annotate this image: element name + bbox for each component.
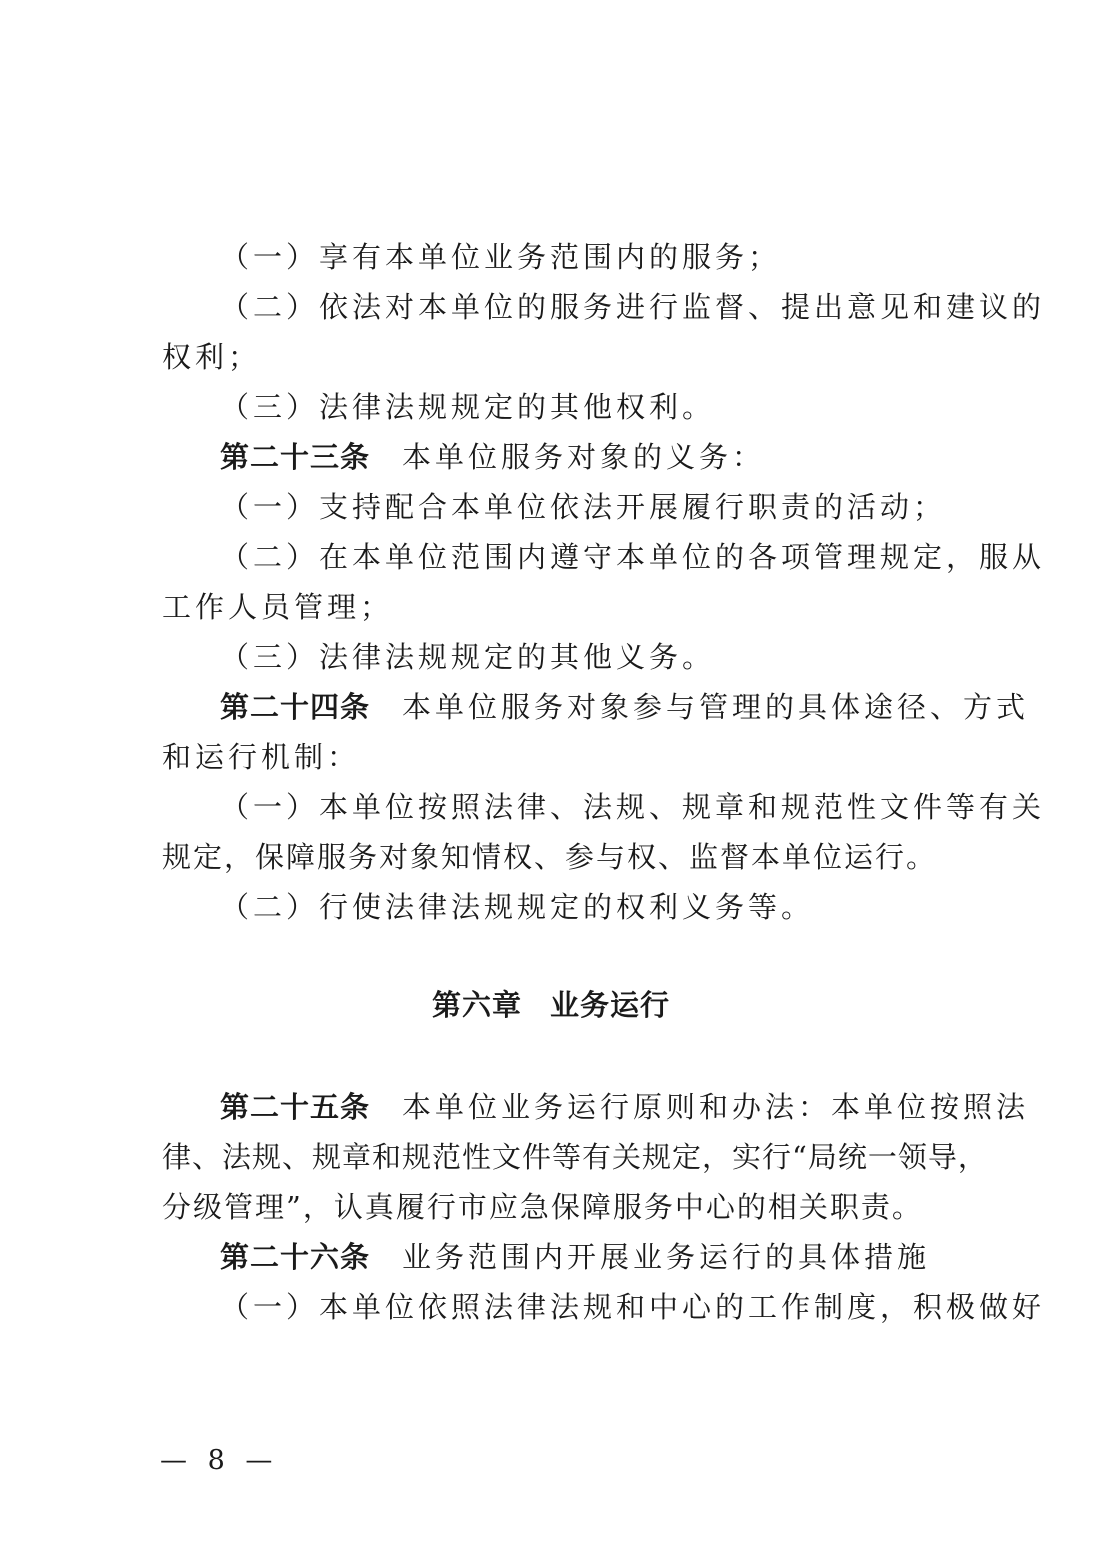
article-25 xyxy=(220,1090,1030,1124)
article-23 xyxy=(220,440,942,474)
text-line: 工作人员管理； xyxy=(162,590,394,624)
text-line: 和运行机制： xyxy=(162,740,361,774)
article-title: 第二十六条 xyxy=(220,1240,371,1274)
article-title: 第二十五条 xyxy=(220,1090,371,1124)
chapter-number: 第六章 xyxy=(431,988,522,1022)
article-24 xyxy=(220,690,1030,724)
article-title: 第二十四条 xyxy=(220,690,371,724)
text-line: 律、法规、规章和规范性文件等有关规定，实行“局统一领导， xyxy=(162,1140,988,1174)
chapter-heading xyxy=(0,988,1102,1022)
text-line: 分级管理”，认真履行市应急保障服务中心的相关职责。 xyxy=(162,1190,923,1224)
text-line: （三）法律法规规定的其他权利。 xyxy=(220,390,716,424)
text-line: （一）享有本单位业务范围内的服务； xyxy=(220,240,782,274)
text-line: （三）法律法规规定的其他义务。 xyxy=(220,640,716,674)
text-line: （二）行使法律法规规定的权利义务等。 xyxy=(220,890,815,924)
text-line: （二）在本单位范围内遵守本单位的各项管理规定，服从 xyxy=(220,540,1046,574)
text-line: （一）支持配合本单位依法开展履行职责的活动； xyxy=(220,490,947,524)
text-line: 规定，保障服务对象知情权、参与权、监督本单位运行。 xyxy=(162,840,938,874)
article-text: 本单位服务对象参与管理的具体途径、方式 xyxy=(402,690,1030,724)
chapter-title: 业务运行 xyxy=(550,988,671,1022)
article-26 xyxy=(220,1240,942,1274)
article-text: 业务范围内开展业务运行的具体措施 xyxy=(402,1240,931,1274)
article-text: 本单位业务运行原则和办法：本单位按照法 xyxy=(402,1090,1030,1124)
article-text: 本单位服务对象的义务： xyxy=(402,440,766,474)
article-title: 第二十三条 xyxy=(220,440,371,474)
text-line: （二）依法对本单位的服务进行监督、提出意见和建议的 xyxy=(220,290,1046,324)
text-line: （一）本单位按照法律、法规、规章和规范性文件等有关 xyxy=(220,790,1046,824)
page-number: — 8 — xyxy=(160,1445,279,1476)
text-line: （一）本单位依照法律法规和中心的工作制度，积极做好 xyxy=(220,1290,1046,1324)
text-line: 权利； xyxy=(162,340,262,374)
